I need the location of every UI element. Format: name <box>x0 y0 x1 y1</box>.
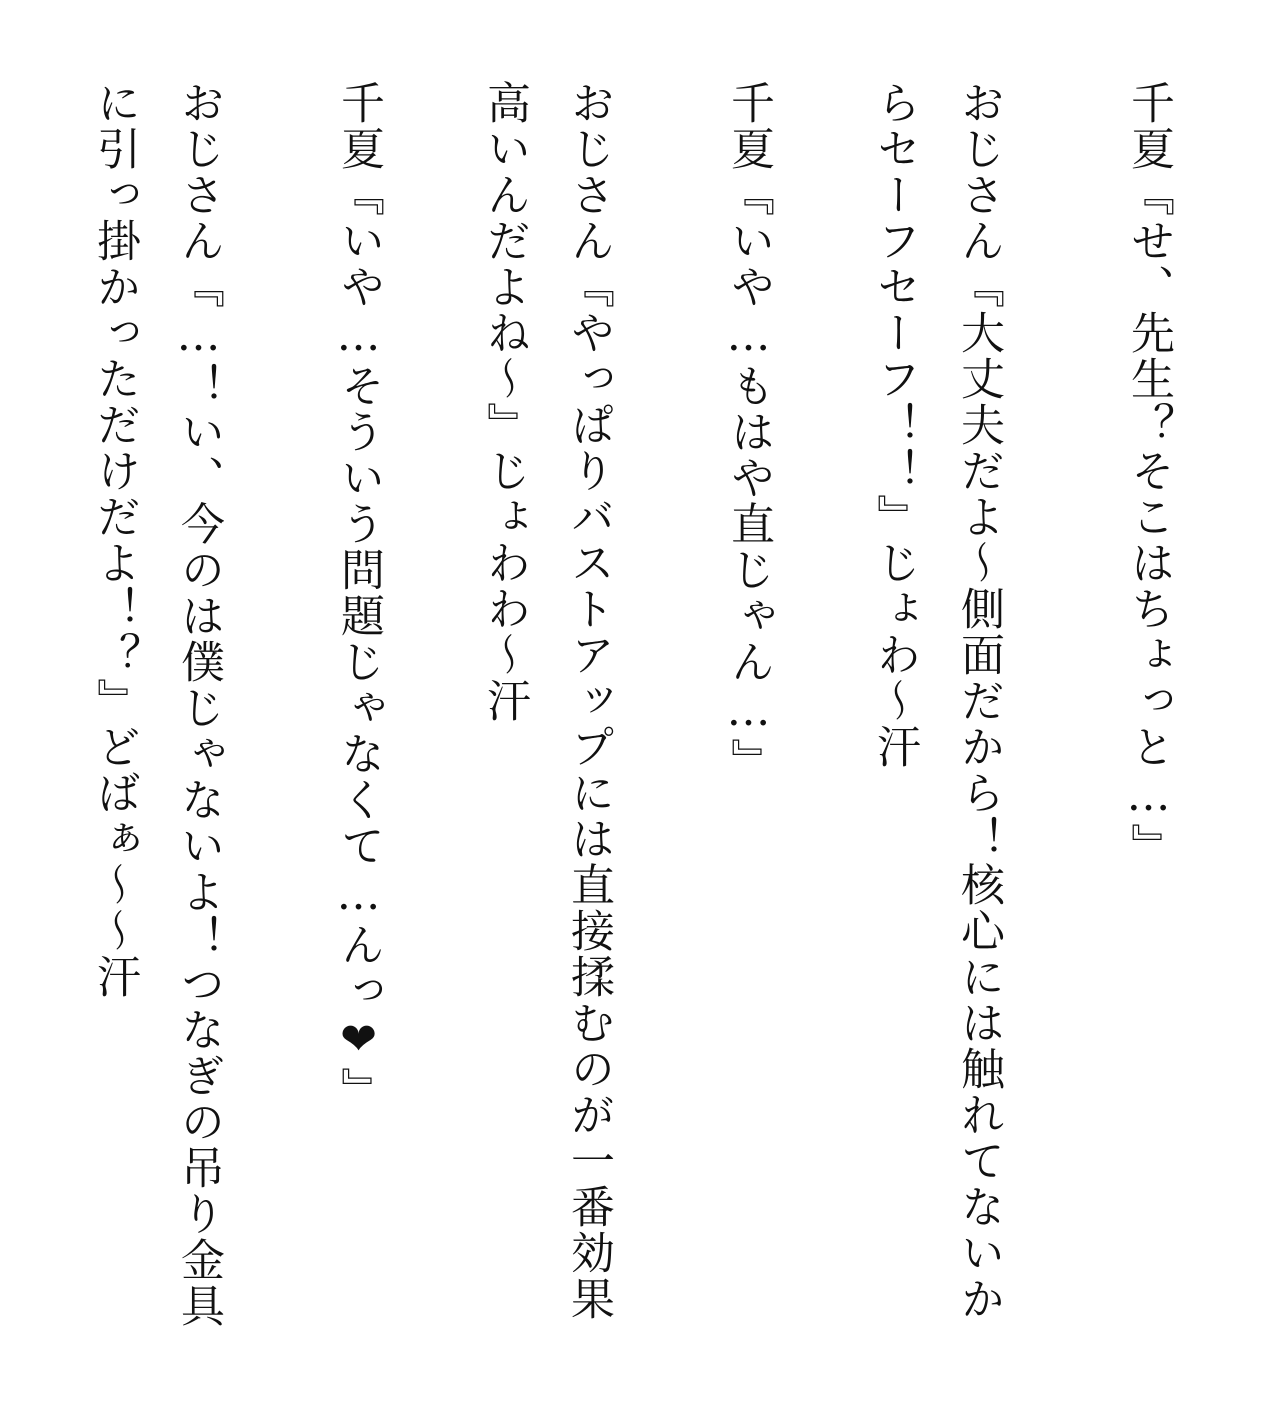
dialogue-line-ojisan-1: おじさん『大丈夫だよ～側面だから！核心には触れてないからセーフセーフ！！』じょわ～汗 <box>869 80 1004 1322</box>
dialogue-line-chinatsu-2: 千夏『いや…もはや直じゃん…』 <box>723 80 774 784</box>
dialogue-line-ojisan-2: おじさん『やっぱりバストアップには直接揉むのが一番効果高いんだよね～』じょわわ～汗 <box>479 80 614 1322</box>
dialogue-line-ojisan-3: おじさん『…！い、今のは僕じゃないよ！つなぎの吊り金具に引っ掛かっただけだよ！？』どばぁ～～汗 <box>89 80 224 1329</box>
dialogue-line-chinatsu-3: 千夏『いや…そういう問題じゃなくて…んっ❤』 <box>333 80 384 1113</box>
dialogue-line-chinatsu-1: 千夏『せ、先生？そこはちょっと…』 <box>1123 80 1174 869</box>
